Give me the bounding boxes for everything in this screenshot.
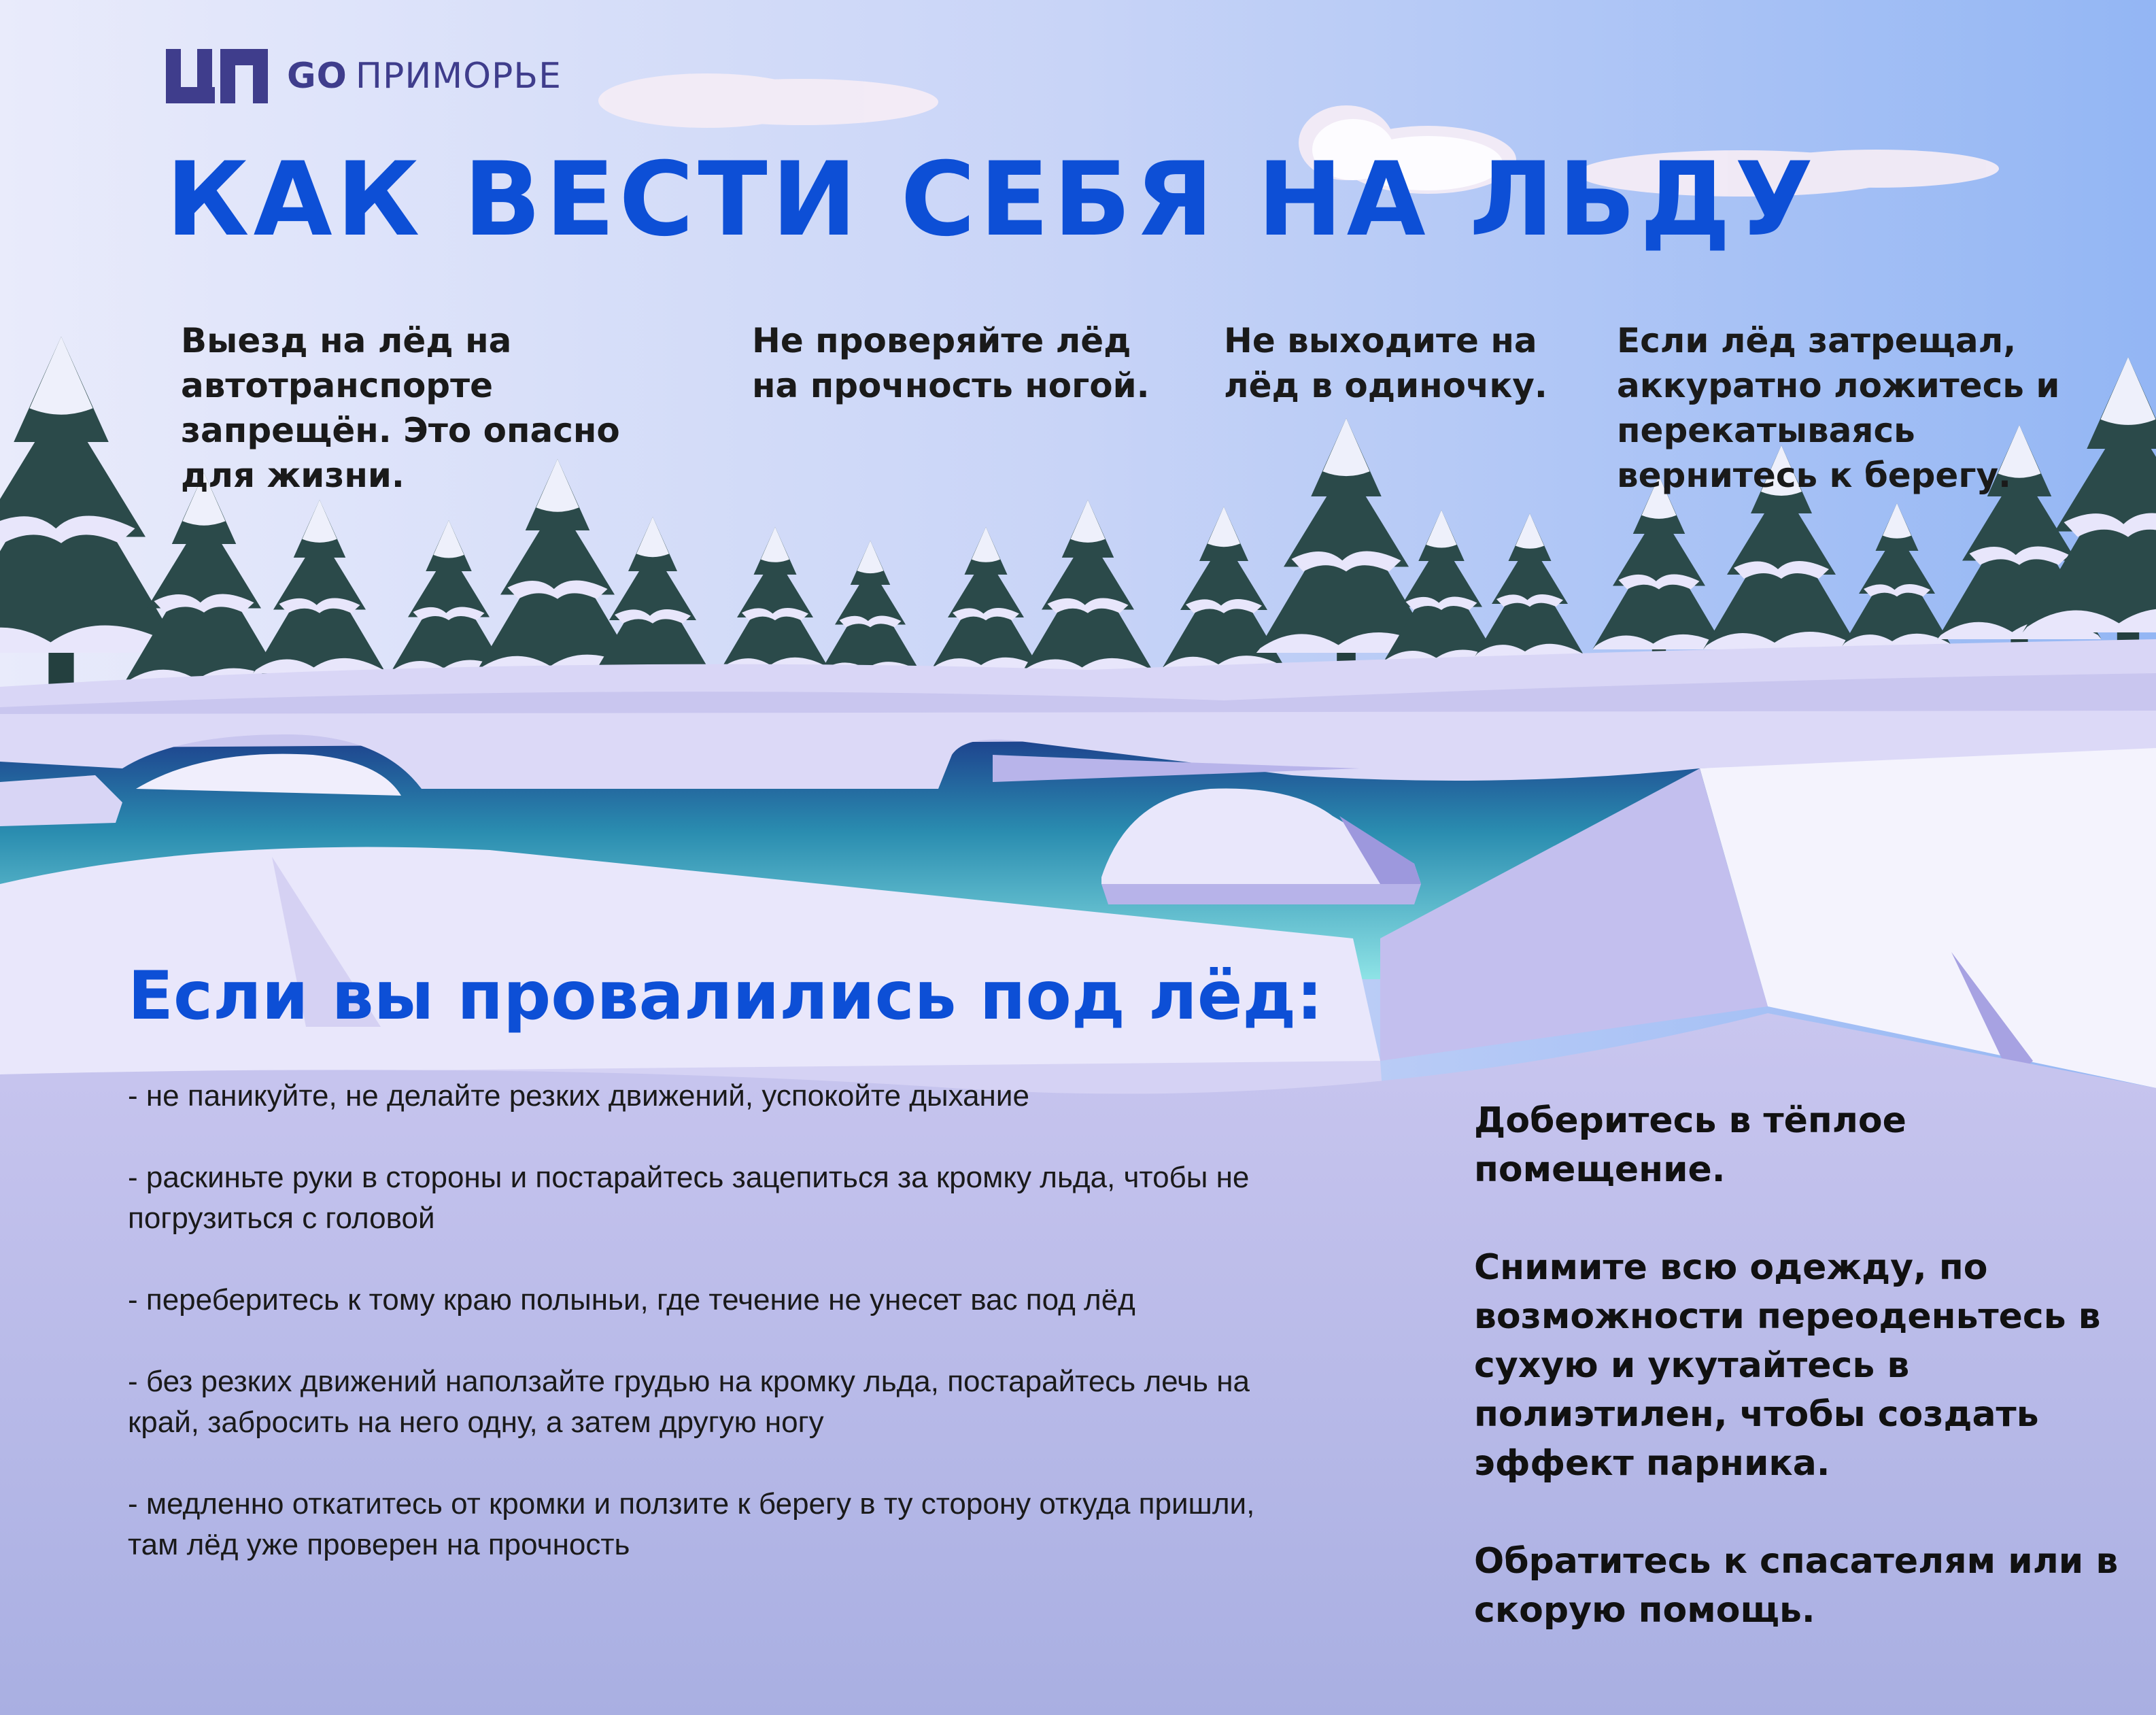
logo — [166, 49, 562, 103]
advice-warm-room: Доберитесь в тёплое помещение. — [1474, 1100, 1906, 1190]
go-primorye-logo-mark-icon — [166, 49, 268, 103]
after-rescue-advice — [1474, 1096, 2127, 1684]
list-item: - без резких движений наползайте грудью на кромку льда, постарайтесь лечь на край, забросить на него одну, а затем другую ногу — [128, 1365, 1250, 1439]
logo-name: ПРИМОРЬЕ — [355, 56, 562, 97]
advice-change-clothes: Снимите всю одежду, по возможности переоденьтесь в сухую и укутайтесь в полиэтилен, чтобы создать эффект парника. — [1474, 1247, 2101, 1484]
fallen-steps-list — [128, 1076, 1297, 1606]
advice-call-rescue: Обратитесь к спасателям или в скорую помощь. — [1474, 1541, 2119, 1631]
tip-no-vehicles: Выезд на лёд на автотранспорте запрещён. Это опасно для жизни. — [181, 321, 620, 495]
list-item: - раскиньте руки в стороны и постарайтесь зацепиться за кромку льда, чтобы не погрузиться с головой — [128, 1161, 1250, 1235]
logo-prefix: GO — [287, 56, 347, 97]
tip-ice-cracked: Если лёд затрещал, аккуратно ложитесь и перекатываясь вернитесь к берегу. — [1617, 321, 2060, 495]
tip-not-alone: Не выходите на лёд в одиночку. — [1224, 321, 1547, 405]
logo-text — [287, 56, 562, 97]
tip-no-foot-test: Не проверяйте лёд на прочность ногой. — [752, 321, 1150, 405]
list-item: - медленно откатитесь от кромки и ползите к берегу в ту сторону откуда пришли, там лёд уже проверен на прочность — [128, 1487, 1255, 1561]
list-item: - переберитесь к тому краю полыньи, где течение не унесет вас под лёд — [128, 1283, 1135, 1317]
list-item: - не паникуйте, не делайте резких движений, успокойте дыхание — [128, 1079, 1029, 1113]
fallen-section-title: Если вы провалились под лёд: — [128, 957, 1323, 1035]
page-title: КАК ВЕСТИ СЕБЯ НА ЛЬДУ — [166, 141, 1818, 259]
